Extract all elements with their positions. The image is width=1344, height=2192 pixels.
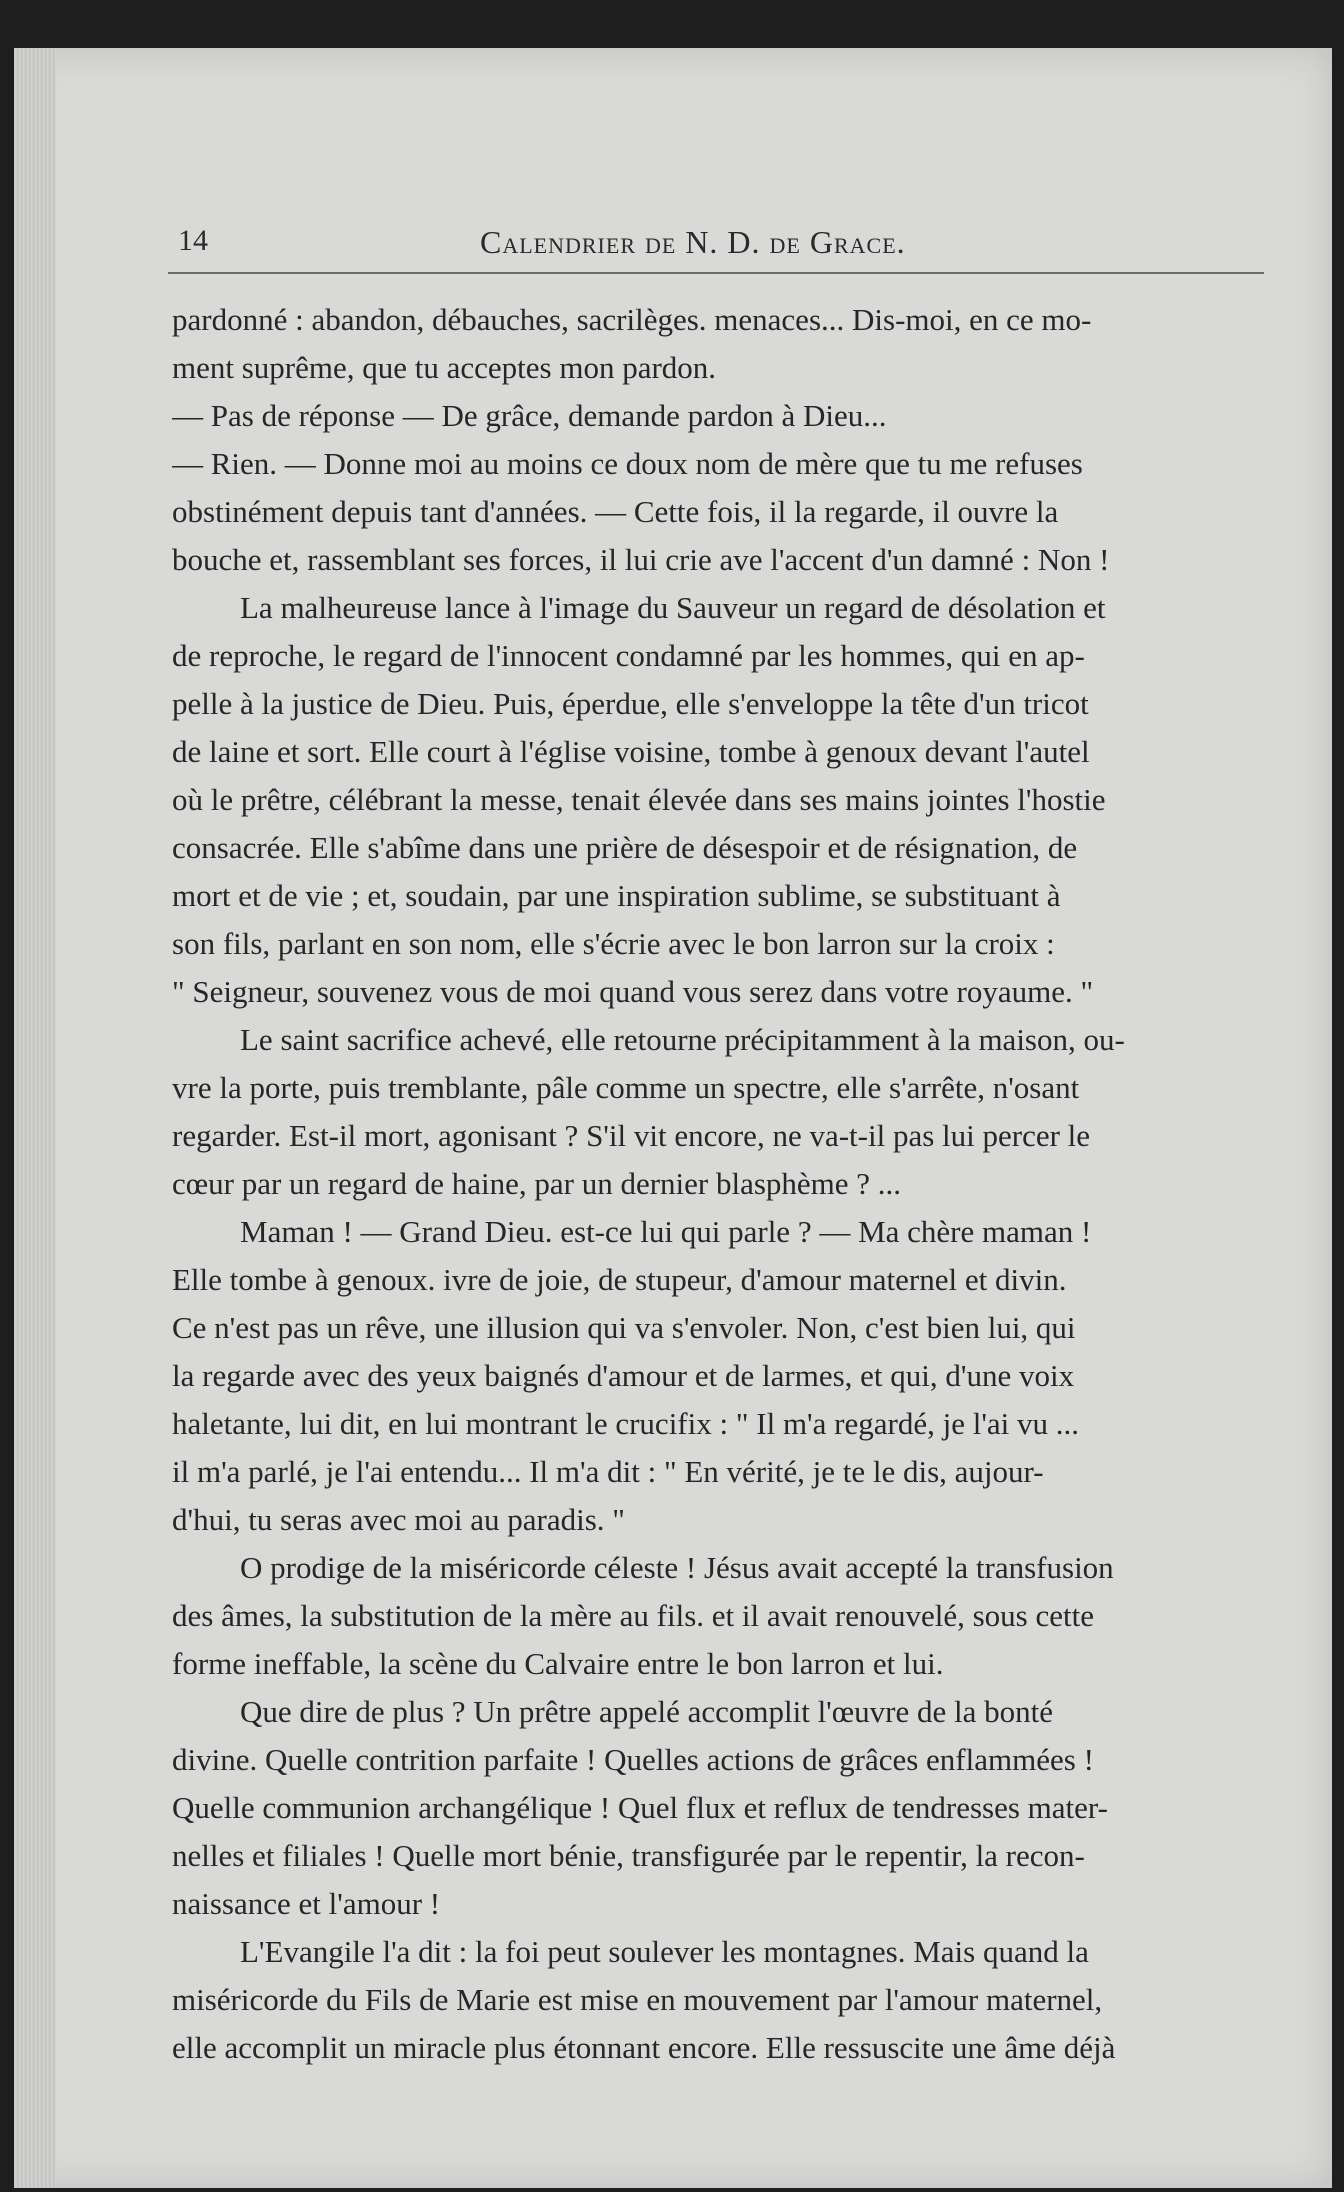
text-line: la regarde avec des yeux baignés d'amour et de larmes, et qui, d'une voix bbox=[172, 1358, 1075, 1393]
text-line: forme ineffable, la scène du Calvaire entre le bon larron et lui. bbox=[172, 1646, 944, 1681]
text-line: — Pas de réponse — De grâce, demande pardon à Dieu... bbox=[172, 398, 887, 433]
text-line: son fils, parlant en son nom, elle s'écrie avec le bon larron sur la croix : bbox=[172, 926, 1055, 961]
text-line: O prodige de la miséricorde céleste ! Jésus avait accepté la transfusion bbox=[240, 1550, 1114, 1585]
text-line: Maman ! — Grand Dieu. est-ce lui qui parle ? — Ma chère maman ! bbox=[240, 1214, 1092, 1249]
running-title: Calendrier de N. D. de Grace. bbox=[480, 224, 906, 260]
text-line: Le saint sacrifice achevé, elle retourne précipitamment à la maison, ou- bbox=[240, 1022, 1125, 1057]
page-edge bbox=[14, 48, 56, 2188]
text-line: ment suprême, que tu acceptes mon pardon. bbox=[172, 350, 717, 385]
text-line: bouche et, rassemblant ses forces, il lui crie ave l'accent d'un damné : Non ! bbox=[172, 542, 1110, 577]
text-line: des âmes, la substitution de la mère au fils. et il avait renouvelé, sous cette bbox=[172, 1598, 1094, 1633]
page-header bbox=[168, 224, 1268, 268]
text-line: Ce n'est pas un rêve, une illusion qui va s'envoler. Non, c'est bien lui, qui bbox=[172, 1310, 1076, 1345]
text-line: où le prêtre, célébrant la messe, tenait élevée dans ses mains jointes l'hostie bbox=[172, 782, 1106, 817]
header-rule bbox=[168, 272, 1264, 274]
text-line: Elle tombe à genoux. ivre de joie, de stupeur, d'amour maternel et divin. bbox=[172, 1262, 1067, 1297]
text-line: de laine et sort. Elle court à l'église voisine, tombe à genoux devant l'autel bbox=[172, 734, 1090, 769]
text-line: d'hui, tu seras avec moi au paradis. " bbox=[172, 1502, 625, 1537]
page-number: 14 bbox=[178, 224, 208, 257]
text-line: regarder. Est-il mort, agonisant ? S'il vit encore, ne va-t-il pas lui percer le bbox=[172, 1118, 1091, 1153]
text-line: Quelle communion archangélique ! Quel flux et reflux de tendresses mater- bbox=[172, 1790, 1108, 1825]
text-line: consacrée. Elle s'abîme dans une prière de désespoir et de résignation, de bbox=[172, 830, 1078, 865]
text-line: miséricorde du Fils de Marie est mise en mouvement par l'amour maternel, bbox=[172, 1982, 1103, 2017]
text-line: L'Evangile l'a dit : la foi peut soulever les montagnes. Mais quand la bbox=[240, 1934, 1089, 1969]
text-line: il m'a parlé, je l'ai entendu... Il m'a dit : " En vérité, je te le dis, aujour- bbox=[172, 1454, 1044, 1489]
text-line: cœur par un regard de haine, par un dernier blasphème ? ... bbox=[172, 1166, 902, 1201]
text-line: pardonné : abandon, débauches, sacrilèges. menaces... Dis-moi, en ce mo- bbox=[172, 302, 1092, 337]
text-line: haletante, lui dit, en lui montrant le crucifix : " Il m'a regardé, je l'ai vu ... bbox=[172, 1406, 1080, 1441]
text-line: nelles et filiales ! Quelle mort bénie, transfigurée par le repentir, la recon- bbox=[172, 1838, 1085, 1873]
text-line: divine. Quelle contrition parfaite ! Quelles actions de grâces enflammées ! bbox=[172, 1742, 1094, 1777]
text-line: pelle à la justice de Dieu. Puis, éperdue, elle s'enveloppe la tête d'un tricot bbox=[172, 686, 1089, 721]
text-line: de reproche, le regard de l'innocent condamné par les hommes, qui en ap- bbox=[172, 638, 1085, 673]
text-line: elle accomplit un miracle plus étonnant encore. Elle ressuscite une âme déjà bbox=[172, 2030, 1116, 2065]
text-line: vre la porte, puis tremblante, pâle comme un spectre, elle s'arrête, n'osant bbox=[172, 1070, 1080, 1105]
text-line: naissance et l'amour ! bbox=[172, 1886, 441, 1921]
text-line: mort et de vie ; et, soudain, par une inspiration sublime, se substituant à bbox=[172, 878, 1061, 913]
text-line: Que dire de plus ? Un prêtre appelé accomplit l'œuvre de la bonté bbox=[240, 1694, 1053, 1729]
body-text bbox=[172, 296, 1272, 2072]
text-line: La malheureuse lance à l'image du Sauveur un regard de désolation et bbox=[240, 590, 1106, 625]
text-line: obstinément depuis tant d'années. — Cette fois, il la regarde, il ouvre la bbox=[172, 494, 1059, 529]
text-line: — Rien. — Donne moi au moins ce doux nom de mère que tu me refuses bbox=[172, 446, 1083, 481]
text-line: " Seigneur, souvenez vous de moi quand vous serez dans votre royaume. " bbox=[172, 974, 1094, 1009]
